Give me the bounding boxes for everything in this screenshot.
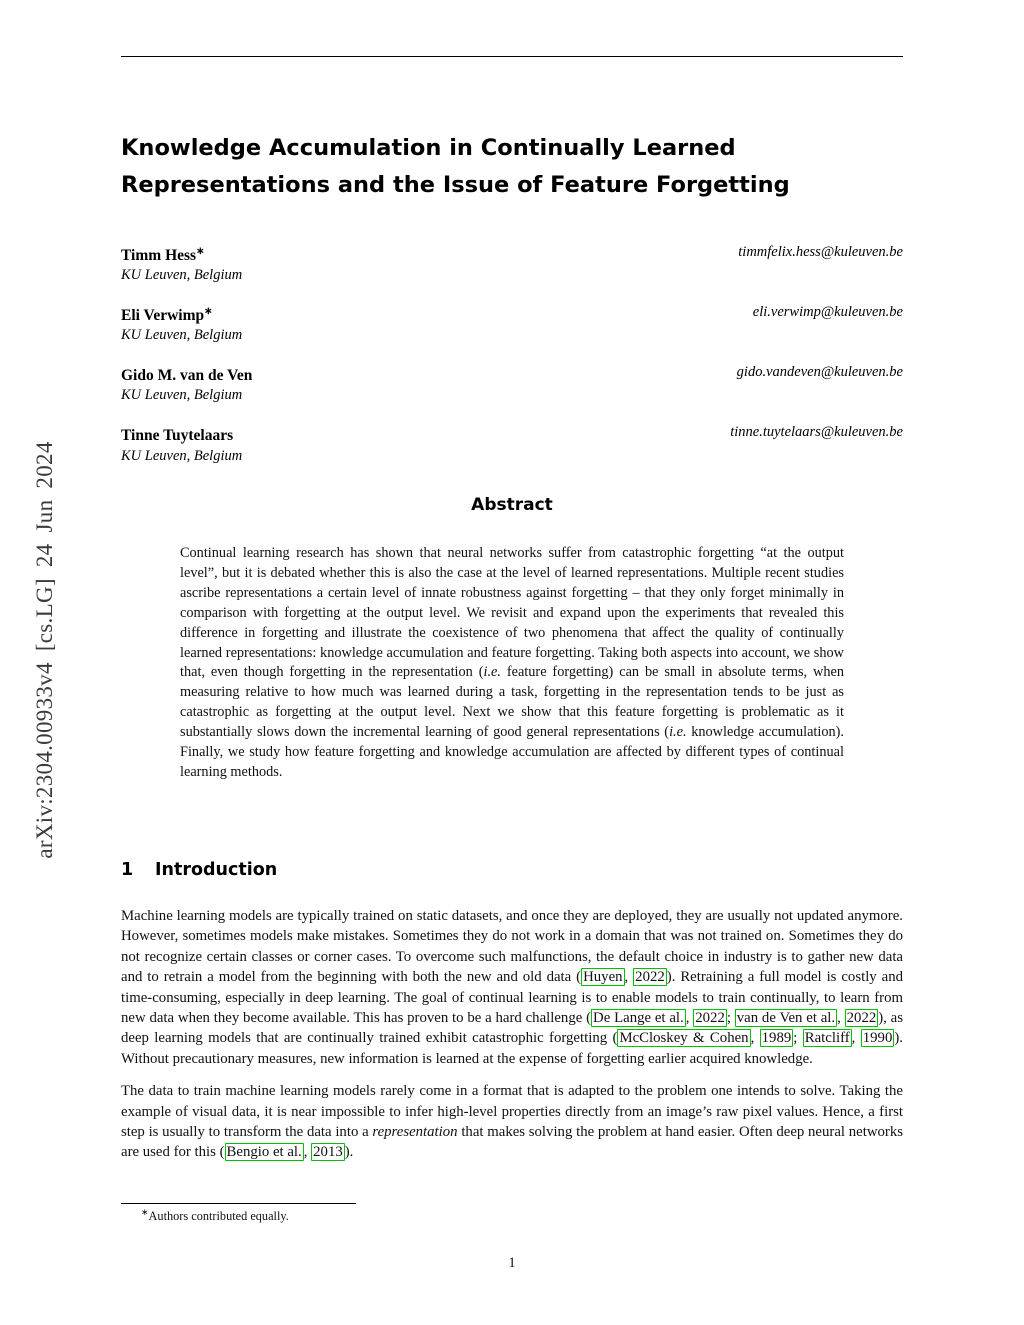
author-email[interactable]: gido.vandeven@kuleuven.be [736, 364, 903, 381]
citation-link[interactable]: Ratcliff [804, 1030, 850, 1047]
author-info [121, 242, 242, 285]
paper-title-line-1: Knowledge Accumulation in Continually Learned [121, 135, 736, 161]
text-run: ). Retraining a full model is costly and time-consuming, especially in deep learning. The goal of continual learning is to enable models to train continually, to learn from new data when they become available. This has proven to be a hard challenge ( [121, 969, 903, 1027]
author-name [121, 422, 242, 446]
section-title: Introduction [155, 860, 278, 880]
citation-link[interactable]: Bengio et al. [226, 1144, 302, 1161]
author-row [121, 242, 903, 285]
footnote-block [121, 1203, 903, 1224]
author-email[interactable]: tinne.tuytelaars@kuleuven.be [730, 424, 903, 441]
text-run: ). [344, 1144, 354, 1161]
arxiv-stamp: arXiv:2304.00933v4 [cs.LG] 24 Jun 2024 [32, 441, 57, 859]
paper-title [121, 130, 903, 204]
text-run: , [303, 1144, 312, 1161]
text-run: Machine learning models are typically trained on static datasets, and once they are deployed, they are usually not updated anymore. However, sometimes models make mistakes. Sometimes they do not work in a domain that was not trained on. Sometimes they do not recognize certain classes or corner cases. To overcome such malfunctions, the default choice in industry is to gather new data and to retrain a model from the beginning with both the new and old data ( [121, 908, 903, 986]
author-name-text: Timm Hess [121, 247, 197, 265]
text-run: , [851, 1030, 861, 1047]
citation-link[interactable]: 2022 [695, 1010, 725, 1027]
author-asterisk: ∗ [196, 246, 205, 257]
citation-link[interactable]: De Lange et al. [593, 1010, 684, 1027]
author-name [121, 302, 242, 326]
section-number: 1 [121, 860, 134, 880]
author-info [121, 422, 242, 465]
text-run: ; [793, 1030, 803, 1047]
text-run: , [624, 969, 634, 986]
citation-link[interactable]: 2013 [313, 1144, 343, 1161]
author-row [121, 362, 903, 405]
page-content [121, 0, 903, 1325]
paragraph [121, 906, 903, 1069]
author-affiliation: KU Leuven, Belgium [121, 327, 243, 344]
citation-link[interactable]: 1990 [862, 1030, 893, 1047]
footnote-rule [121, 1203, 356, 1204]
text-run: The data to train machine learning models rarely come in a format that is adapted to the problem one intends to solve. Taking the example of visual data, it is near impossible to infer high-level properties directly from an image’s raw pixel values. Hence, a first step is usually to transform the data into a [121, 1083, 903, 1141]
paper-title-line-2: Representations and the Issue of Feature Forgetting [121, 172, 790, 198]
author-affiliation: KU Leuven, Belgium [121, 387, 243, 404]
author-info [121, 362, 252, 405]
citation-link[interactable]: van de Ven et al. [736, 1010, 836, 1027]
citation-link[interactable]: 2022 [635, 969, 665, 986]
emphasis-text: i.e. [483, 664, 501, 681]
author-name [121, 242, 242, 266]
citation-link[interactable]: Huyen [583, 969, 623, 986]
text-run: ). Without precautionary measures, new information is learned at the expense of forgetting earlier acquired knowledge. [121, 1030, 903, 1067]
section-heading-introduction [121, 860, 903, 880]
text-run: ), as deep learning models that are continually trained exhibit catastrophic forgetting ( [121, 1010, 903, 1047]
emphasis-text: representation [372, 1124, 458, 1141]
text-run: , [685, 1010, 694, 1027]
author-affiliation: KU Leuven, Belgium [121, 447, 243, 464]
page-number: 1 [508, 1255, 516, 1271]
author-row [121, 422, 903, 465]
author-name-text: Tinne Tuytelaars [121, 427, 234, 445]
text-run: , [750, 1030, 760, 1047]
emphasis-text: i.e. [669, 724, 687, 741]
author-email[interactable]: eli.verwimp@kuleuven.be [752, 304, 903, 321]
author-email[interactable]: timmfelix.hess@kuleuven.be [738, 244, 903, 260]
author-name-text: Gido M. van de Ven [121, 367, 253, 385]
citation-link[interactable]: 2022 [846, 1010, 877, 1027]
author-asterisk: ∗ [204, 306, 213, 318]
text-run: , [837, 1010, 845, 1027]
introduction-body [121, 906, 903, 1175]
text-run: feature forgetting) can be small in absolute terms, when measuring relative to how much was learned during a task, forgetting in the representation tends to be just as catastrophic as forgetting at the output level. Next we show that this feature forgetting is problematic as it substantially slows down the incremental learning of good general representations ( [180, 664, 845, 741]
text-run: Continual learning research has shown that neural networks suffer from catastrophic forgetting “at the output level”, but it is debated whether this is also the case at the level of learned representations. Multiple recent studies ascribe representations a certain level of innate robustness against forgetting – that they only forget minimally in comparison with forgetting at the output level. We revisit and expand upon the experiments that revealed this difference in forgetting and illustrate the coexistence of two phenomena that affect the quality of continually learned representations: knowledge accumulation and feature forgetting. Taking both aspects into account, we show that, even though forgetting in the representation ( [180, 545, 844, 681]
author-info [121, 302, 242, 345]
paragraph [121, 1081, 903, 1163]
author-list [121, 242, 903, 483]
text-run: ; [726, 1010, 735, 1027]
text-run: that makes solving the problem at hand easier. Often deep neural networks are used for this ( [121, 1124, 903, 1161]
footnote-text [121, 1207, 903, 1224]
abstract-text [180, 544, 844, 783]
author-row [121, 302, 903, 345]
author-affiliation: KU Leuven, Belgium [121, 267, 243, 284]
citation-link[interactable]: McCloskey & Cohen [619, 1030, 749, 1047]
abstract-heading: Abstract [471, 495, 553, 515]
footnote-mark: ∗ [141, 1207, 149, 1217]
top-rule [121, 56, 903, 57]
author-name [121, 362, 252, 386]
footnote-content: Authors contributed equally. [148, 1209, 289, 1224]
author-name-text: Eli Verwimp [121, 307, 205, 325]
citation-link[interactable]: 1989 [761, 1030, 792, 1047]
text-run: knowledge accumulation). Finally, we study how feature forgetting and knowledge accumulation are affected by different types of continual learning methods. [180, 724, 844, 780]
